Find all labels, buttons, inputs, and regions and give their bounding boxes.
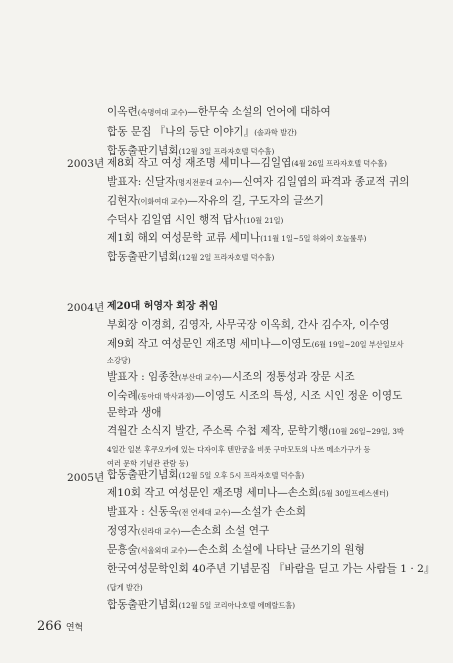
text-line: 격월간 소식지 발간, 주소록 수첩 제작, 문학기행(10월 26일~29일, 3박 bbox=[107, 425, 404, 437]
year-label: 2003년 bbox=[67, 158, 105, 170]
text-line: 정영자(신라대 교수)—손소희 소설 연구 bbox=[107, 525, 270, 537]
text-line: 제1회 해외 여성문학 교류 세미나(11월 1일~5일 하와이 호놀룰루) bbox=[107, 232, 367, 244]
year-label: 2004년 bbox=[67, 302, 105, 314]
text-line: 제8회 작고 여성 재조명 세미나—김일엽(4월 26일 프라자호텔 덕수홀) bbox=[107, 157, 387, 169]
text-line: 이숙례(동아대 박사과정)—이영도 시조의 특성, 시조 시인 정운 이영도 bbox=[107, 390, 403, 402]
section-heading: 제20대 허영자 회장 취임 bbox=[107, 301, 219, 312]
text-line: 발표자 : 임종찬(부산대 교수)—시조의 정통성과 장문 시조 bbox=[107, 371, 355, 383]
text-line: 김현자(이화여대 교수)—자유의 길, 구도자의 글쓰기 bbox=[107, 195, 324, 207]
text-line: 문학과 생애 bbox=[107, 407, 162, 419]
text-line: 여러 문학 기념관 관람 등) bbox=[107, 459, 189, 468]
text-line: 합동출판기념회(12월 5일 코리아나호텔 에메랄드홀) bbox=[107, 599, 296, 611]
text-line: 제10회 작고 여성문인 재조명 세미나—손소희(5월 30일프레스센터) bbox=[107, 487, 389, 499]
text-line: 발표자: 신달자(명지전문대 교수)—신여자 김일엽의 파격과 종교적 귀의 bbox=[107, 176, 410, 188]
text-line: 4일간 일본 후쿠오카에 있는 다자이후 텐만궁을 비롯 구마모토의 나쓰 메소가구가 등 bbox=[107, 445, 371, 454]
page-footer bbox=[37, 619, 83, 634]
text-line: 부회장 이경희, 김영자, 사무국장 이옥희, 간사 김수자, 이수영 bbox=[107, 319, 390, 331]
page-number: 266 bbox=[37, 619, 62, 634]
text-line: 발표자 : 신동욱(전 연세대 교수)—소설가 손소희 bbox=[107, 506, 306, 518]
year-label: 2005년 bbox=[67, 472, 105, 484]
text-line: (답게 발간) bbox=[107, 583, 143, 592]
text-line: 합동출판기념회(12월 3일 프라자호텔 덕수홀) bbox=[107, 145, 275, 157]
text-line: 한국여성문학인회 40주년 기념문집 『바람을 딛고 가는 사람들 1 · 2』 bbox=[107, 563, 435, 575]
text-line: 합동 문집 『나의 등단 이야기』(솔과학 발간) bbox=[107, 126, 297, 138]
running-title: 연혁 bbox=[65, 623, 84, 633]
text-line: 소강당) bbox=[107, 356, 131, 365]
text-line: 수덕사 김일엽 시인 행적 답사(10월 21일) bbox=[107, 214, 284, 226]
text-line: 이옥련(숙명여대 교수)—한무숙 소설의 언어에 대하여 bbox=[107, 106, 331, 118]
text-line: 합동출판기념회(12월 2일 프라자호텔 덕수홀) bbox=[107, 251, 275, 263]
text-line: 제9회 작고 여성문인 재조명 세미나—이영도(6월 19일~20일 부산일보사 bbox=[107, 338, 404, 350]
text-line: 합동출판기념회(12월 5일 오후 5시 프라자호텔 덕수홀) bbox=[107, 469, 305, 481]
text-line: 문흥술(서울외대 교수)—손소희 소설에 나타난 글쓰기의 원형 bbox=[107, 544, 365, 556]
